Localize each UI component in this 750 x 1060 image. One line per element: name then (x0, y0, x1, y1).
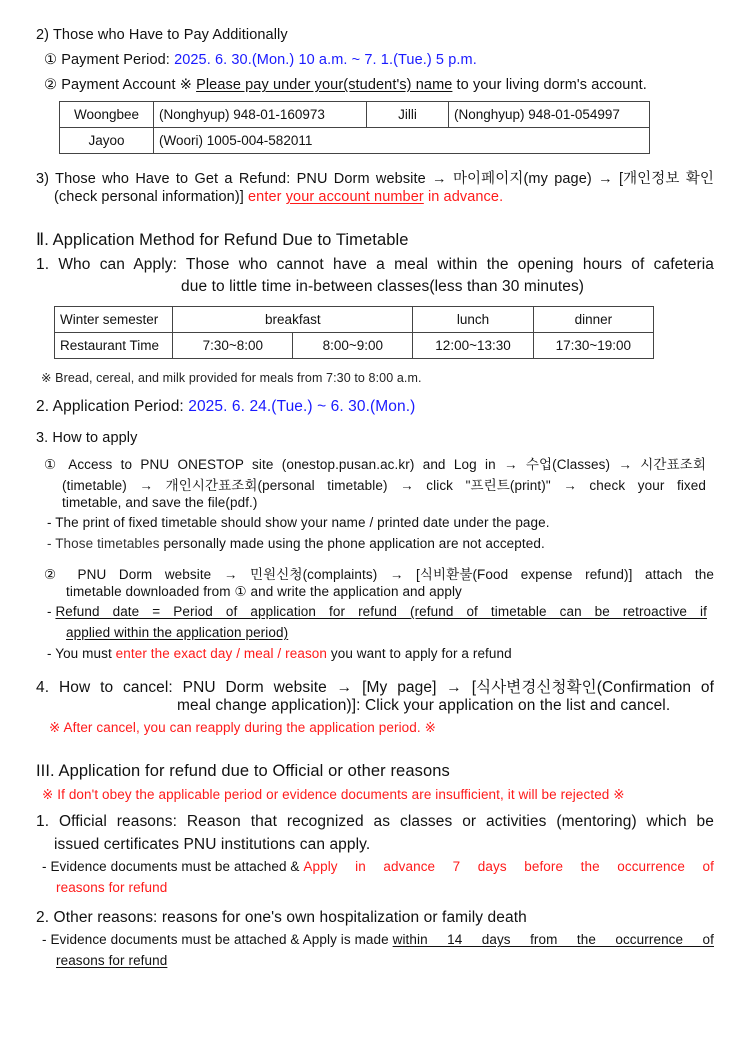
step1-note-phone-b: personally made using the phone application are not accepted. (163, 536, 545, 551)
other-reasons-heading: 2. Other reasons: reasons for one's own hospitalization or family death (36, 909, 527, 926)
row-label: Winter semester (55, 307, 173, 333)
step1-note-phone (47, 536, 545, 551)
meal-header-lunch: lunch (413, 307, 533, 333)
step1-note-print: - The print of fixed timetable should show your name / printed date under the page. (47, 515, 550, 530)
refund-account-line1 (36, 167, 714, 188)
how-to-cancel-line1 (36, 675, 714, 697)
payment-account (44, 77, 647, 93)
enter-text: enter (248, 189, 286, 205)
step1-text: (timetable) → 개인시간표조회(personal timetable) → click "프린트(print)" → check your fixed (62, 478, 706, 493)
exact-entry-text: enter the exact day / meal / reason (115, 646, 328, 661)
dorm-name: Woongbee (60, 102, 154, 128)
step2-text: ② PNU Dorm website → 민원신청(complaints) → [식비환불(Food expense refund)] attach the (44, 567, 714, 582)
accounts-table (59, 101, 650, 154)
apply-in-advance-text: Apply in advance 7 days before the occurrence of (303, 859, 714, 874)
who-can-apply-line1 (36, 256, 714, 274)
application-period (36, 398, 415, 416)
check-personal-info-text: (check personal information)] (54, 189, 248, 205)
step1-note-phone-a: - Those timetables (47, 536, 164, 551)
who-can-apply-text: 1. Who can Apply: Those who cannot have a meal within the opening hours of cafeteria (36, 256, 714, 273)
part-iii-title: III. Application for refund due to Official or other reasons (36, 762, 450, 780)
official-reasons-text: 1. Official reasons: Reason that recognized as classes or activities (mentoring) which be (36, 813, 714, 830)
payment-period-label: ① Payment Period: (44, 52, 175, 68)
other-evidence-line1 (42, 932, 714, 947)
how-to-cancel-text: 4. How to cancel: PNU Dorm website → [My page] → [식사변경신청확인(Confirmation of (36, 679, 714, 696)
official-evidence-line1 (42, 859, 714, 874)
you-must-text: - You must (47, 646, 116, 661)
account-number-text: your account number (285, 189, 424, 205)
official-reasons-line1 (36, 813, 714, 831)
step2-line1 (44, 563, 714, 583)
how-to-cancel-line2: meal change application)]: Click your application on the list and cancel. (177, 697, 671, 714)
other-evidence-line2: reasons for refund (56, 953, 168, 968)
step2-refund-date-line1 (47, 604, 707, 619)
meal-header-dinner: dinner (533, 307, 653, 333)
dash: - (47, 604, 56, 619)
refund-account-text: 3) Those who Have to Get a Refund: PNU Dorm website → 마이페이지(my page) → [개인정보 확인 (36, 171, 714, 187)
dorm-account: (Woori) 1005-004-582011 (154, 128, 650, 154)
step2-line2: timetable downloaded from ① and write the application and apply (66, 584, 462, 599)
payment-period (44, 52, 477, 68)
dorm-account: (Nonghyup) 948-01-054997 (449, 102, 650, 128)
official-reasons-line2: issued certificates PNU institutions can apply. (54, 836, 371, 853)
step2-exact-entry-note (47, 646, 512, 661)
pay-additionally-heading: 2) Those who Have to Pay Additionally (36, 27, 288, 43)
dorm-name: Jilli (367, 102, 449, 128)
meal-note: ※ Bread, cereal, and milk provided for meals from 7:30 to 8:00 a.m. (41, 371, 422, 385)
in-advance-text: in advance. (423, 189, 504, 205)
row-label: Restaurant Time (55, 333, 173, 359)
cancel-note: ※ After cancel, you can reapply during the application period. ※ (49, 720, 436, 735)
within-14-days-text: within 14 days from the occurrence of (392, 932, 714, 947)
evidence-text: - Evidence documents must be attached & (42, 859, 304, 874)
payment-period-value: 2025. 6. 30.(Mon.) 10 a.m. ~ 7. 1.(Tue.) 5 p.m. (174, 52, 477, 68)
who-can-apply-line2: due to little time in-between classes(less than 30 minutes) (181, 278, 585, 295)
apply-refund-text: you want to apply for a refund (327, 646, 512, 661)
official-evidence-line2: reasons for refund (56, 880, 168, 895)
application-period-value: 2025. 6. 24.(Tue.) ~ 6. 30.(Mon.) (188, 398, 416, 415)
lunch-time: 12:00~13:30 (413, 333, 533, 359)
breakfast-time-1: 7:30~8:00 (173, 333, 293, 359)
rejection-warning: ※ If don't obey the applicable period or evidence documents are insufficient, it will be rejected ※ (42, 787, 625, 802)
how-to-apply-heading: 3. How to apply (36, 430, 138, 446)
payment-account-rest: to your living dorm's account. (452, 77, 647, 93)
table-row (55, 307, 654, 333)
breakfast-time-2: 8:00~9:00 (293, 333, 413, 359)
table-row (60, 128, 650, 154)
refund-account-line2 (54, 189, 503, 205)
meal-header-breakfast: breakfast (173, 307, 413, 333)
refund-date-rule: Refund date = Period of application for refund (refund of timetable can be retroactive if (55, 604, 707, 619)
table-row (60, 102, 650, 128)
step2-refund-date-line2: applied within the application period) (66, 625, 289, 640)
step1-line1 (44, 453, 706, 473)
evidence-text: - Evidence documents must be attached & Apply is made (42, 932, 393, 947)
step1-line2 (62, 474, 706, 494)
step1-text: ① Access to PNU ONESTOP site (onestop.pusan.ac.kr) and Log in → 수업(Classes) → 시간표조회 (44, 457, 706, 472)
dinner-time: 17:30~19:00 (533, 333, 653, 359)
application-period-label: 2. Application Period: (36, 398, 189, 415)
table-row (55, 333, 654, 359)
step1-line3: timetable, and save the file(pdf.) (62, 495, 258, 510)
payment-account-name-rule: Please pay under your(student's) name (196, 77, 453, 93)
meal-time-table (54, 306, 654, 359)
payment-account-label: ② Payment Account ※ (44, 77, 197, 93)
part-ii-title: Ⅱ. Application Method for Refund Due to Timetable (36, 231, 409, 249)
dorm-account: (Nonghyup) 948-01-160973 (154, 102, 367, 128)
dorm-name: Jayoo (60, 128, 154, 154)
